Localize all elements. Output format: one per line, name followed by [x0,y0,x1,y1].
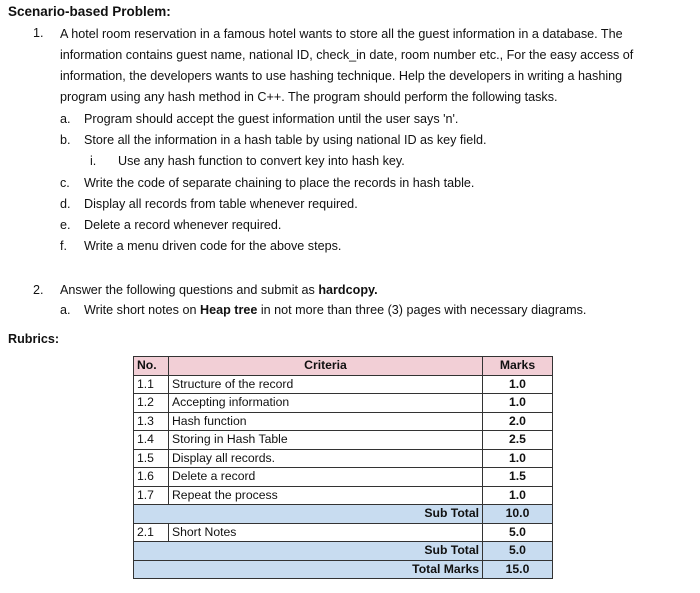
cell-criteria: Display all records. [169,449,483,468]
table-row [134,449,553,468]
question-1-line: information contains guest name, national ID, check_in date, room number etc., For the easy access of [60,48,634,62]
header-criteria: Criteria [169,357,483,376]
table-row [134,375,553,394]
cell-criteria: Repeat the process [169,486,483,505]
cell-no: 1.1 [134,375,169,394]
table-row [134,468,553,487]
task-text: Delete a record whenever required. [84,218,282,232]
table-row [134,394,553,413]
subtotal-row-2 [134,542,553,561]
task-text: Write the code of separate chaining to place the records in hash table. [84,176,475,190]
cell-no: 1.5 [134,449,169,468]
question-2-text [60,283,378,297]
task-item-e [60,218,281,232]
sub-text-post: in not more than three (3) pages with necessary diagrams. [257,303,587,317]
question-1-number: 1. [33,26,44,40]
cell-marks: 2.5 [483,431,553,450]
task-label: c. [60,176,70,190]
task-item-i [90,154,405,168]
task-text: Store all the information in a hash table by using national ID as key field. [84,133,487,147]
subtotal-label: Sub Total [134,505,483,524]
task-label: f. [60,239,67,253]
task-text: Display all records from table whenever required. [84,197,358,211]
table-row [134,486,553,505]
task-text: Program should accept the guest information until the user says 'n'. [84,112,459,126]
table-header-row [134,357,553,376]
cell-marks: 1.0 [483,394,553,413]
cell-criteria: Storing in Hash Table [169,431,483,450]
task-label: d. [60,197,71,211]
sub-text-bold: Heap tree [199,303,258,317]
sub-text-pre: Write short notes on [84,303,200,317]
question-1-paragraph [60,24,692,108]
task-item-f [60,239,341,253]
task-text: Write a menu driven code for the above steps. [84,239,342,253]
cell-criteria: Delete a record [169,468,483,487]
cell-no: 1.3 [134,412,169,431]
cell-marks: 1.0 [483,375,553,394]
task-item-d [60,197,358,211]
total-label: Total Marks [134,560,483,579]
cell-marks: 1.0 [483,486,553,505]
cell-marks: 1.0 [483,449,553,468]
question-1-line: program using any hash method in C++. The program should perform the following tasks. [60,90,558,104]
sub-label: a. [60,303,71,317]
total-row [134,560,553,579]
cell-marks: 5.0 [483,523,553,542]
task-label: i. [90,154,97,168]
cell-criteria: Short Notes [169,523,483,542]
total-marks: 15.0 [483,560,553,579]
question-1-line: information, the developers wants to use hashing technique. Help the developers in writing a hashing [60,69,623,83]
table-row [134,431,553,450]
cell-no: 1.7 [134,486,169,505]
subtotal-row-1 [134,505,553,524]
cell-marks: 1.5 [483,468,553,487]
task-label: b. [60,133,71,147]
question-1-line: A hotel room reservation in a famous hotel wants to store all the guest information in a database. The [60,27,623,41]
cell-no: 1.6 [134,468,169,487]
rubrics-table [133,356,553,579]
page-title: Scenario-based Problem: [8,4,171,19]
cell-no: 1.4 [134,431,169,450]
cell-criteria: Accepting information [169,394,483,413]
subtotal-marks: 5.0 [483,542,553,561]
cell-marks: 2.0 [483,412,553,431]
table-row [134,412,553,431]
cell-criteria: Hash function [169,412,483,431]
question-2-text-bold: hardcopy. [318,283,378,297]
rubrics-label: Rubrics: [8,332,60,346]
task-label: a. [60,112,71,126]
subtotal-label: Sub Total [134,542,483,561]
task-item-b [60,133,487,147]
cell-no: 2.1 [134,523,169,542]
header-no: No. [134,357,169,376]
task-item-a [60,112,458,126]
subtotal-marks: 10.0 [483,505,553,524]
cell-no: 1.2 [134,394,169,413]
task-item-c [60,176,474,190]
cell-criteria: Structure of the record [169,375,483,394]
header-marks: Marks [483,357,553,376]
task-text: Use any hash function to convert key into hash key. [118,154,405,168]
question-2-sub-a [60,303,586,317]
task-label: e. [60,218,71,232]
table-row [134,523,553,542]
question-2-text-plain: Answer the following questions and submit as [60,283,319,297]
question-2-number: 2. [33,283,44,297]
